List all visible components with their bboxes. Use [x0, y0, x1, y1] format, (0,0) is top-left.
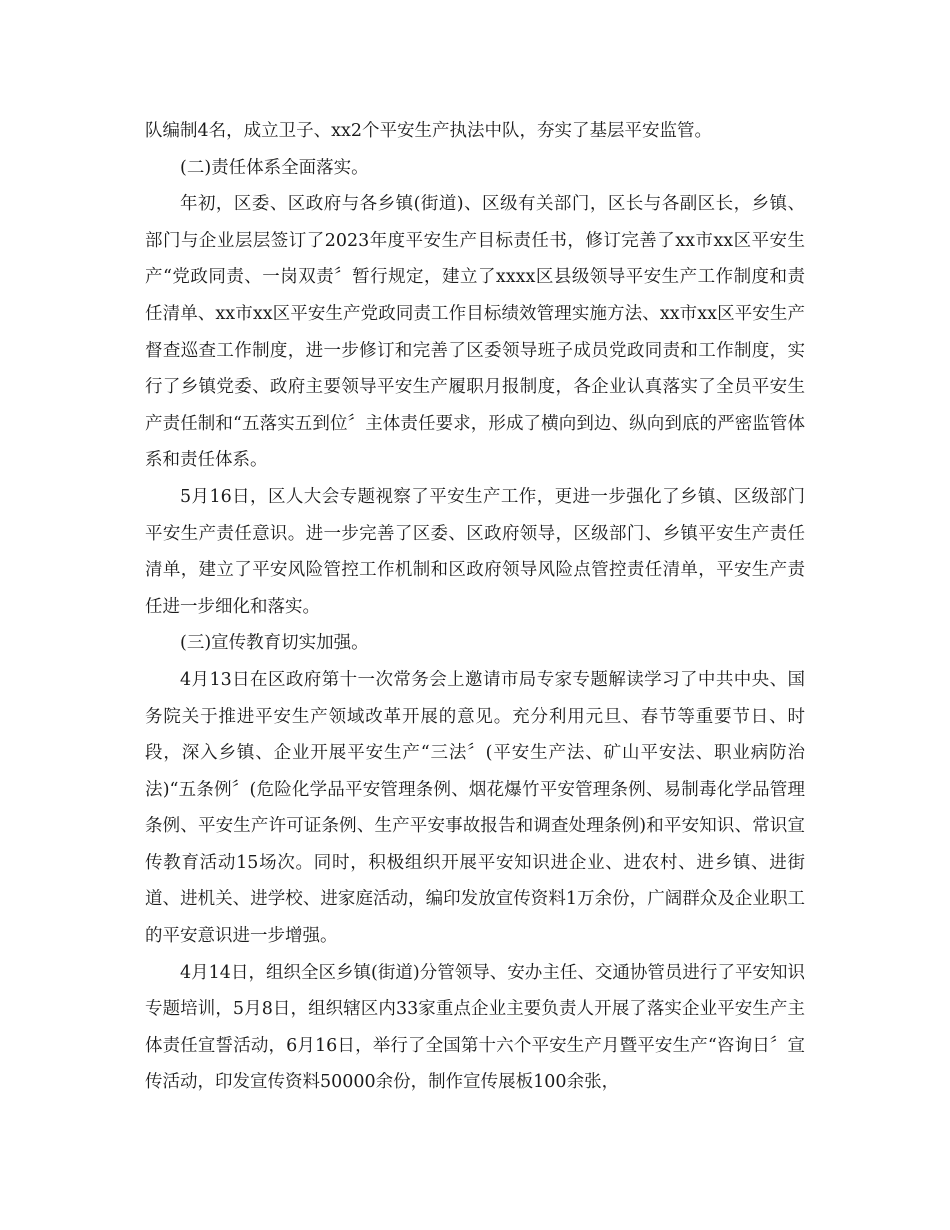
section-heading-responsibility-system: (二)责任体系全面落实。	[180, 157, 369, 178]
paragraph-may-16-inspection: 5月16日，区人大会专题视察了平安生产工作，更进一步强化了乡镇、区级部门平安生产责任意识。进一步完善了区委、区政府领导，区级部门、乡镇平安生产责任清单，建立了平安风险管控工作机制和区政府领导风险点管控责任清单，平安生产责任进一步细化和落实。	[145, 486, 805, 617]
paragraph-responsibility-agreements: 年初，区委、区政府与各乡镇(街道)、区级有关部门，区长与各副区长，乡镇、部门与企业层层签订了2023年度平安生产目标责任书，修订完善了xx市xx区平安生产“党政同责、一岗双责〞暂行规定，建立了xxxx区县级领导平安生产工作制度和责任清单、xx市xx区平安生产党政同责工作目标绩效管理实施方法、xx市xx区平安生产督查巡查工作制度，进一步修订和完善了区委领导班子成员党政同责和工作制度，实行了乡镇党委、政府主要领导平安生产履职月报制度，各企业认真落实了全员平安生产责任制和“五落实五到位〞主体责任要求，形成了横向到边、纵向到底的严密监管体系和责任体系。	[145, 194, 805, 471]
paragraph-april-13-study: 4月13日在区政府第十一次常务会上邀请市局专家专题解读学习了中共中央、国务院关于推进平安生产领域改革开展的意见。充分利用元旦、春节等重要节日、时段，深入乡镇、企业开展平安生产“三法〞(平安生产法、矿山平安法、职业病防治法)“五条例〞(危险化学品平安管理条例、烟花爆竹平安管理条例、易制毒化学品管理条例、平安生产许可证条例、生产平安事故报告和调查处理条例)和平安知识、常识宣传教育活动15场次。同时，积极组织开展平安知识进企业、进农村、进乡镇、进街道、进机关、进学校、进家庭活动，编印发放宣传资料1万余份，广阔群众及企业职工的平安意识进一步增强。	[145, 669, 805, 947]
paragraph-continued: 队编制4名，成立卫子、xx2个平安生产执法中队，夯实了基层平安监管。	[145, 121, 713, 141]
paragraph-april-14-training: 4月14日，组织全区乡镇(街道)分管领导、安办主任、交通协管员进行了平安知识专题培训，5月8日，组织辖区内33家重点企业主要负责人开展了落实企业平安生产主体责任宣誓活动，6月16日，举行了全国第十六个平安生产月暨平安生产“咨询日〞宣传活动，印发宣传资料50000余份，制作宣传展板100余张，	[145, 962, 805, 1093]
document-body	[145, 113, 805, 1101]
section-heading-publicity-education: (三)宣传教育切实加强。	[180, 633, 369, 654]
